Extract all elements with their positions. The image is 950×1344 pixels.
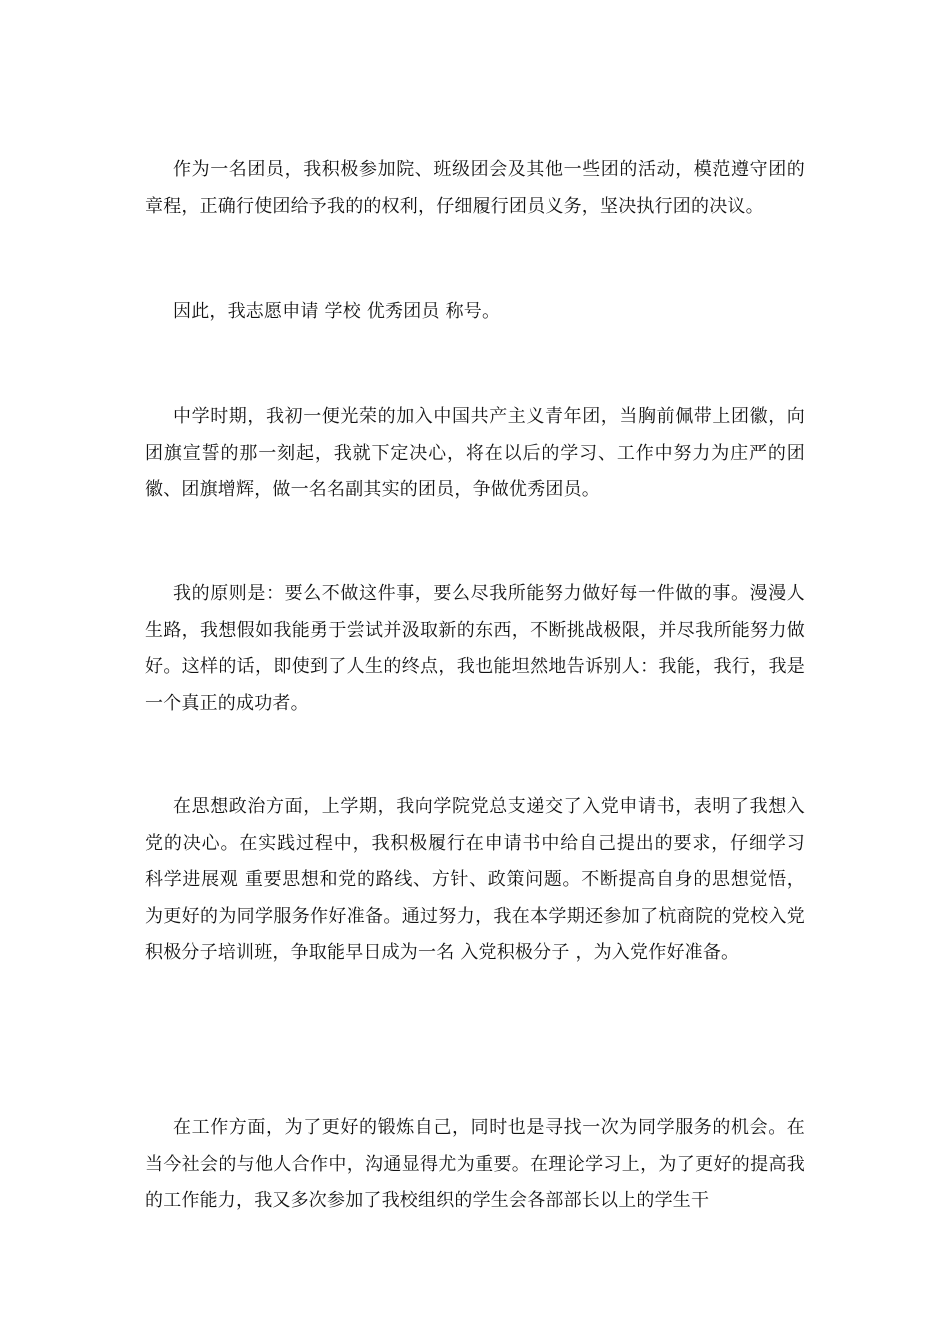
paragraph-membership: 作为一名团员，我积极参加院、班级团会及其他一些团的活动，模范遵守团的章程，正确行使团给予我的的权利，仔细履行团员义务，坚决执行团的决议。 [145, 159, 805, 217]
paragraph-work: 在工作方面，为了更好的锻炼自己，同时也是寻找一次为同学服务的机会。在当今社会的与他人合作中，沟通显得尤为重要。在理论学习上，为了更好的提高我的工作能力，我又多次参加了我校组织的学生会各部部长以上的学生干 [145, 1117, 805, 1211]
paragraph-principle: 我的原则是：要么不做这件事，要么尽我所能努力做好每一件做的事。漫漫人生路，我想假如我能勇于尝试并汲取新的东西，不断挑战极限，并尽我所能努力做好。这样的话，即使到了人生的终点，我也能坦然地告诉别人：我能，我行，我是一个真正的成功者。 [145, 583, 805, 714]
paragraph-middle-school: 中学时期，我初一便光荣的加入中国共产主义青年团，当胸前佩带上团徽，向团旗宣誓的那一刻起，我就下定决心，将在以后的学习、工作中努力为庄严的团徽、团旗增辉，做一名名副其实的团员，争做优秀团员。 [145, 406, 805, 500]
paragraph-application: 因此，我志愿申请 学校 优秀团员 称号。 [173, 301, 501, 322]
paragraph-politics: 在思想政治方面，上学期，我向学院党总支递交了入党申请书，表明了我想入党的决心。在实践过程中，我积极履行在申请书中给自己提出的要求，仔细学习 科学进展观 重要思想和党的路线、方针、政策问题。不断提高自身的思想觉悟，为更好的为同学服务作好准备。通过努力，我在本学期还参加了杭商院的党校入党积极分子培训班，争取能早日成为一名 入党积极分子 ，为入党作好准备。 [145, 796, 805, 963]
